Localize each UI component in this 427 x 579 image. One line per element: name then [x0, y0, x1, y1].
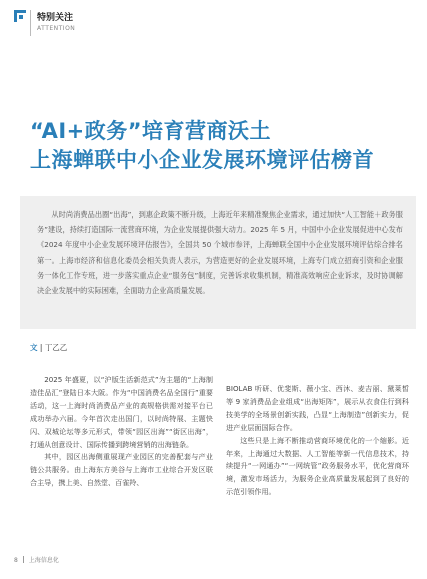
abstract-text: 从时尚消费品出圈“出海”，到惠企政策不断升级，上海近年来精准聚焦企业需求，通过加快“人工智能＋政务服务”建设，持续打造国际一流营商环境，为企业发展提供强大动力。2025 年 5 月，中国中小企业发展促进中心发布《2024 年度中小企业发展环境评估报告》，全国共 50 个城市参评，上海蝉联全国中小企业发展环境评估综合排名第一。上海市经济和信息化委员会相关负责人表示，为营造更好的企业发展环境，上海专门成立招商引资和企业服务一体化工作专班，进一步落实重点企业“服务包”制度，完善诉求收集机制，精准高效响应企业诉求，及时协调解决企业发展中的实际困难，全面助力企业高质量发展。 [37, 210, 403, 296]
article-title-line-1: “AI+政务”培育营商沃土 [30, 119, 272, 143]
body-paragraph: 其中，园区出海侧重展现产业园区的完善配套与产业链公共服务。由上海东方美谷与上海市工业综合开发区联合主导，携上美、自然堂、百雀羚、 [30, 452, 213, 488]
section-title: 特别关注 [37, 13, 74, 23]
footer-divider [23, 556, 24, 563]
author-separator: | [39, 343, 45, 352]
body-paragraph: BIOLAB 听研、优斐斯、薇小宝、西沐、麦吉丽、黛莱皙等 9 家消费品企业组成“出海矩阵”，展示从衣食住行到科技美学的全场景创新实践，凸显“上海制造”创新实力，促进产业层面国际合作。 [226, 384, 409, 432]
page-footer [14, 555, 59, 564]
article-title-line-2: 上海蝉联中小企业发展环境评估榜首 [30, 148, 374, 172]
author-label: 文 [30, 343, 38, 352]
author-line [30, 342, 67, 353]
author-name: 丁乙乙 [44, 343, 68, 352]
body-column-right [226, 383, 409, 499]
body-column-left [30, 374, 213, 490]
body-paragraph: 2025 年盛夏，以“沪版生活新范式”为主题的“上海制造佳品汇”登陆日本大阪。作为“中国消费名品全国行”重要活动，这一上海时尚消费品产业的高规格供需对接平台已成功举办六届。今年首次走出国门，以时尚特展、主题快闪、双城论坛等多元形式，带领“园区出海”“街区出海”，打通从创意设计、国际传播到跨境营销的出海链条。 [30, 375, 213, 449]
publication-name: 上海信息化 [28, 557, 59, 564]
header-divider [30, 10, 31, 36]
abstract-box [20, 196, 416, 329]
section-marker-icon [14, 10, 26, 22]
article-title [30, 117, 374, 175]
page-number: 8 [14, 557, 18, 564]
section-subtitle: ATTENTION [37, 25, 76, 32]
body-paragraph: 这些只是上海不断推动营商环境优化的一个缩影。近年来，上海通过大数据、人工智能等新一代信息技术，持续提升“一网通办”“一网统管”政务服务水平，优化营商环境，激发市场活力，为服务企业高质量发展起到了良好的示范引领作用。 [226, 435, 409, 497]
